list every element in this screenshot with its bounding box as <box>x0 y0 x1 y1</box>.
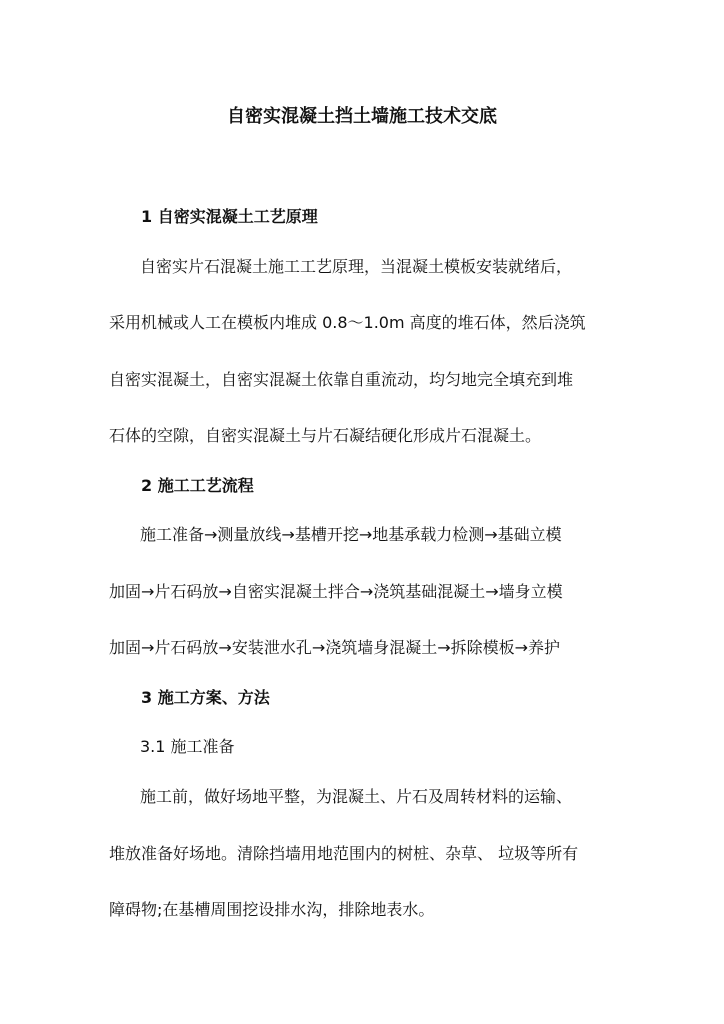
section-3-1-subheading: 3.1 施工准备 <box>140 737 235 756</box>
section-1-heading: 1 自密实混凝土工艺原理 <box>141 207 318 226</box>
section-3-paragraph-line-2: 堆放准备好场地。清除挡墙用地范围内的树桩、杂草、 垃圾等所有 <box>109 844 579 863</box>
section-3-paragraph-line-1: 施工前，做好场地平整，为混凝土、片石及周转材料的运输、 <box>140 787 573 806</box>
section-1-paragraph-line-1: 自密实片石混凝土施工工艺原理，当混凝土模板安装就绪后， <box>140 257 573 276</box>
section-3-paragraph-line-3: 障碍物;在基槽周围挖设排水沟，排除地表水。 <box>109 900 435 919</box>
section-3-heading: 3 施工方案、方法 <box>141 688 270 707</box>
section-2-paragraph-line-2: 加固→片石码放→自密实混凝土拌合→浇筑基础混凝土→墙身立模 <box>109 582 563 601</box>
section-2-heading: 2 施工工艺流程 <box>141 476 254 495</box>
document-title: 自密实混凝土挡土墙施工技术交底 <box>227 106 497 127</box>
section-1-paragraph-line-3: 自密实混凝土，自密实混凝土依靠自重流动，均匀地完全填充到堆 <box>109 370 574 389</box>
section-2-paragraph-line-1: 施工准备→测量放线→基槽开挖→地基承载力检测→基础立模 <box>140 525 562 544</box>
section-2-paragraph-line-3: 加固→片石码放→安装泄水孔→浇筑墙身混凝土→拆除模板→养护 <box>109 638 561 657</box>
section-1-paragraph-line-2: 采用机械或人工在模板内堆成 0.8～1.0m 高度的堆石体，然后浇筑 <box>109 313 586 332</box>
section-1-paragraph-line-4: 石体的空隙，自密实混凝土与片石凝结硬化形成片石混凝土。 <box>109 426 542 445</box>
